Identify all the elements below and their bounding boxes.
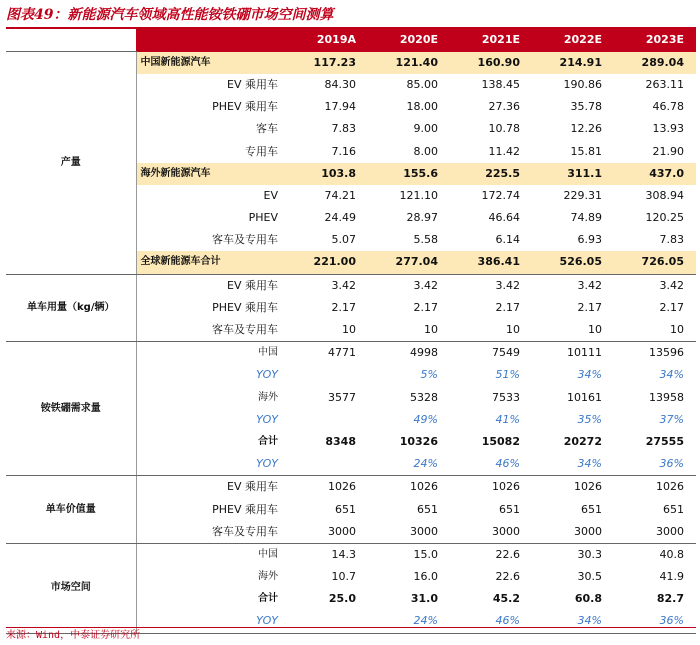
cell: 37% [659,412,684,426]
cell: 35.78 [570,100,602,114]
row-label: 中国 [258,548,278,560]
market-table [6,29,696,634]
cell: 3.42 [495,278,520,292]
cell: 16.0 [413,570,438,584]
cell: 46% [450,610,532,633]
cell: 8348 [325,434,356,448]
row-label: 海外 [258,391,278,403]
cell: 3000 [368,521,450,544]
cell: 2.17 [331,300,356,314]
cell: 117.23 [286,52,368,74]
cell: 74.21 [324,188,356,202]
header-row [6,29,696,52]
cell: 12.26 [570,122,602,136]
cell: 121.40 [368,52,450,74]
cell: 651 [581,502,602,516]
cell: 49% [413,412,438,426]
cell: 34% [659,368,684,382]
cell: 651 [663,502,684,516]
cell: 36% [614,610,696,633]
cell: 1026 [410,480,438,494]
cell: 225.5 [450,163,532,185]
cell: 3.42 [577,278,602,292]
source-note: 来源：Wind，中泰证券研究所 [6,627,696,644]
cell: 46% [450,453,532,476]
cell: 10.78 [488,122,520,136]
cell: 13958 [649,390,684,404]
group-label-output: 产量 [6,52,136,274]
cell: 2.17 [495,300,520,314]
row-label: 客车及专用车 [136,319,286,342]
cell: 3.42 [659,278,684,292]
cell: 263.11 [645,77,684,91]
row-label: PHEV [248,211,278,225]
cell: 7.83 [331,122,356,136]
cell: 526.05 [532,251,614,274]
cell: 7533 [492,390,520,404]
row-label: EV 乘用车 [227,278,278,292]
cell: 10 [614,319,696,342]
cell: 3000 [614,521,696,544]
cell: 155.6 [368,163,450,185]
group-label-market: 市场空间 [6,543,136,633]
cell: 41% [495,412,520,426]
cell: 34% [532,610,614,633]
cell: 214.91 [532,52,614,74]
cell: 6.93 [577,233,602,247]
cell: 308.94 [645,188,684,202]
cell: 24% [368,610,450,633]
cell: 3.42 [413,278,438,292]
cell: 82.7 [656,592,684,606]
cell: 28.97 [406,211,438,225]
cell: 120.25 [645,211,684,225]
cell: 7.83 [659,233,684,247]
cell: 10161 [567,390,602,404]
cell: 5.58 [413,233,438,247]
row-label: 合计 [258,435,278,447]
cell: 190.86 [563,77,602,91]
cell: 34% [577,368,602,382]
page-title: 图表49：新能源汽车领域高性能铵铁硼市场空间测算 [6,7,334,23]
cell: 229.31 [563,188,602,202]
cell: 311.1 [532,163,614,185]
cell: 27.36 [488,100,520,114]
cell: 35% [577,412,602,426]
row-label: YOY [136,453,286,476]
cell: 103.8 [286,163,368,185]
cell: 3577 [328,390,356,404]
cell: 10 [532,319,614,342]
cell: 651 [335,502,356,516]
cell: 17.94 [324,100,356,114]
cell: 138.45 [481,77,520,91]
row-label: EV 乘用车 [227,480,278,494]
row-label: 海外 [258,571,278,583]
header-year: 2020E [368,29,450,52]
cell: 27555 [645,434,684,448]
table-row [6,342,696,365]
cell: 36% [614,453,696,476]
cell: 3000 [532,521,614,544]
group-label-demand: 铵铁硼需求量 [6,342,136,476]
cell: 13.93 [652,122,684,136]
cell: 46.64 [488,211,520,225]
row-label: PHEV 乘用车 [212,300,278,314]
table-row [6,52,696,74]
row-label: 专用车 [245,144,278,158]
row-label: YOY [256,412,278,426]
cell: 15082 [481,434,520,448]
cell: 10 [450,319,532,342]
cell: 1026 [574,480,602,494]
row-label: EV [263,188,278,202]
row-label: 全球新能源车合计 [136,251,286,274]
cell: 7549 [492,346,520,360]
cell: 172.74 [481,188,520,202]
cell: 5.07 [331,233,356,247]
cell: 24% [368,453,450,476]
cell: 4998 [410,346,438,360]
row-label: 中国 [258,347,278,359]
cell: 437.0 [614,163,696,185]
cell: 85.00 [406,77,438,91]
header-blank2 [136,29,286,52]
cell: 10326 [399,434,438,448]
cell: 221.00 [286,251,368,274]
cell: 21.90 [652,144,684,158]
cell: 20272 [563,434,602,448]
cell: 3000 [450,521,532,544]
row-label: YOY [256,368,278,382]
header-year: 2023E [614,29,696,52]
cell: 726.05 [614,251,696,274]
cell [286,453,368,476]
cell: 2.17 [577,300,602,314]
cell: 15.81 [570,144,602,158]
cell: 10.7 [331,570,356,584]
cell: 5% [420,368,438,382]
cell: 5328 [410,390,438,404]
header-year: 2019A [286,29,368,52]
cell: 7.16 [331,144,356,158]
table-row [6,543,696,566]
row-label: 中国新能源汽车 [136,52,286,74]
table-row [6,274,696,297]
cell: 13596 [649,346,684,360]
cell: 45.2 [492,592,520,606]
cell: 4771 [328,346,356,360]
row-label: 客车及专用车 [136,521,286,544]
cell: 18.00 [406,100,438,114]
row-label: PHEV 乘用车 [212,100,278,114]
row-label: 客车 [256,122,278,136]
header-year: 2022E [532,29,614,52]
table-row [6,476,696,499]
row-label: 客车及专用车 [212,233,278,247]
cell: 121.10 [399,188,438,202]
cell: 289.04 [614,52,696,74]
header-year: 2021E [450,29,532,52]
cell: 3.42 [331,278,356,292]
cell: 386.41 [450,251,532,274]
cell: 40.8 [659,547,684,561]
cell: 651 [499,502,520,516]
header-blank [6,29,136,52]
cell: 41.9 [659,570,684,584]
cell: 10 [286,319,368,342]
cell: 1026 [492,480,520,494]
row-label: 海外新能源汽车 [136,163,286,185]
cell: 14.3 [331,547,356,561]
cell: 1026 [328,480,356,494]
cell: 31.0 [410,592,438,606]
cell: 30.3 [577,547,602,561]
cell: 22.6 [495,547,520,561]
cell: 2.17 [413,300,438,314]
row-label: PHEV 乘用车 [212,502,278,516]
cell: 651 [417,502,438,516]
cell: 25.0 [328,592,356,606]
cell: 1026 [656,480,684,494]
cell: 277.04 [368,251,450,274]
cell: 8.00 [413,144,438,158]
cell: 51% [495,368,520,382]
cell: 74.89 [570,211,602,225]
cell: 9.00 [413,122,438,136]
cell: 60.8 [574,592,602,606]
group-label-per-vehicle: 单车用量（kg/辆） [6,274,136,342]
group-label-value-per-vehicle: 单车价值量 [6,476,136,544]
cell: 84.30 [324,77,356,91]
cell: 11.42 [488,144,520,158]
cell: 160.90 [450,52,532,74]
cell: 24.49 [324,211,356,225]
cell: 3000 [286,521,368,544]
cell: 30.5 [577,570,602,584]
cell: 2.17 [659,300,684,314]
cell: 34% [532,453,614,476]
cell: 10111 [567,346,602,360]
cell [286,364,368,386]
row-label: EV 乘用车 [227,77,278,91]
cell: 6.14 [495,233,520,247]
cell: 15.0 [413,547,438,561]
cell: 10 [368,319,450,342]
cell: 22.6 [495,570,520,584]
row-label: 合计 [258,593,278,605]
cell [286,409,368,431]
cell: 46.78 [652,100,684,114]
row-label: YOY [136,610,286,633]
